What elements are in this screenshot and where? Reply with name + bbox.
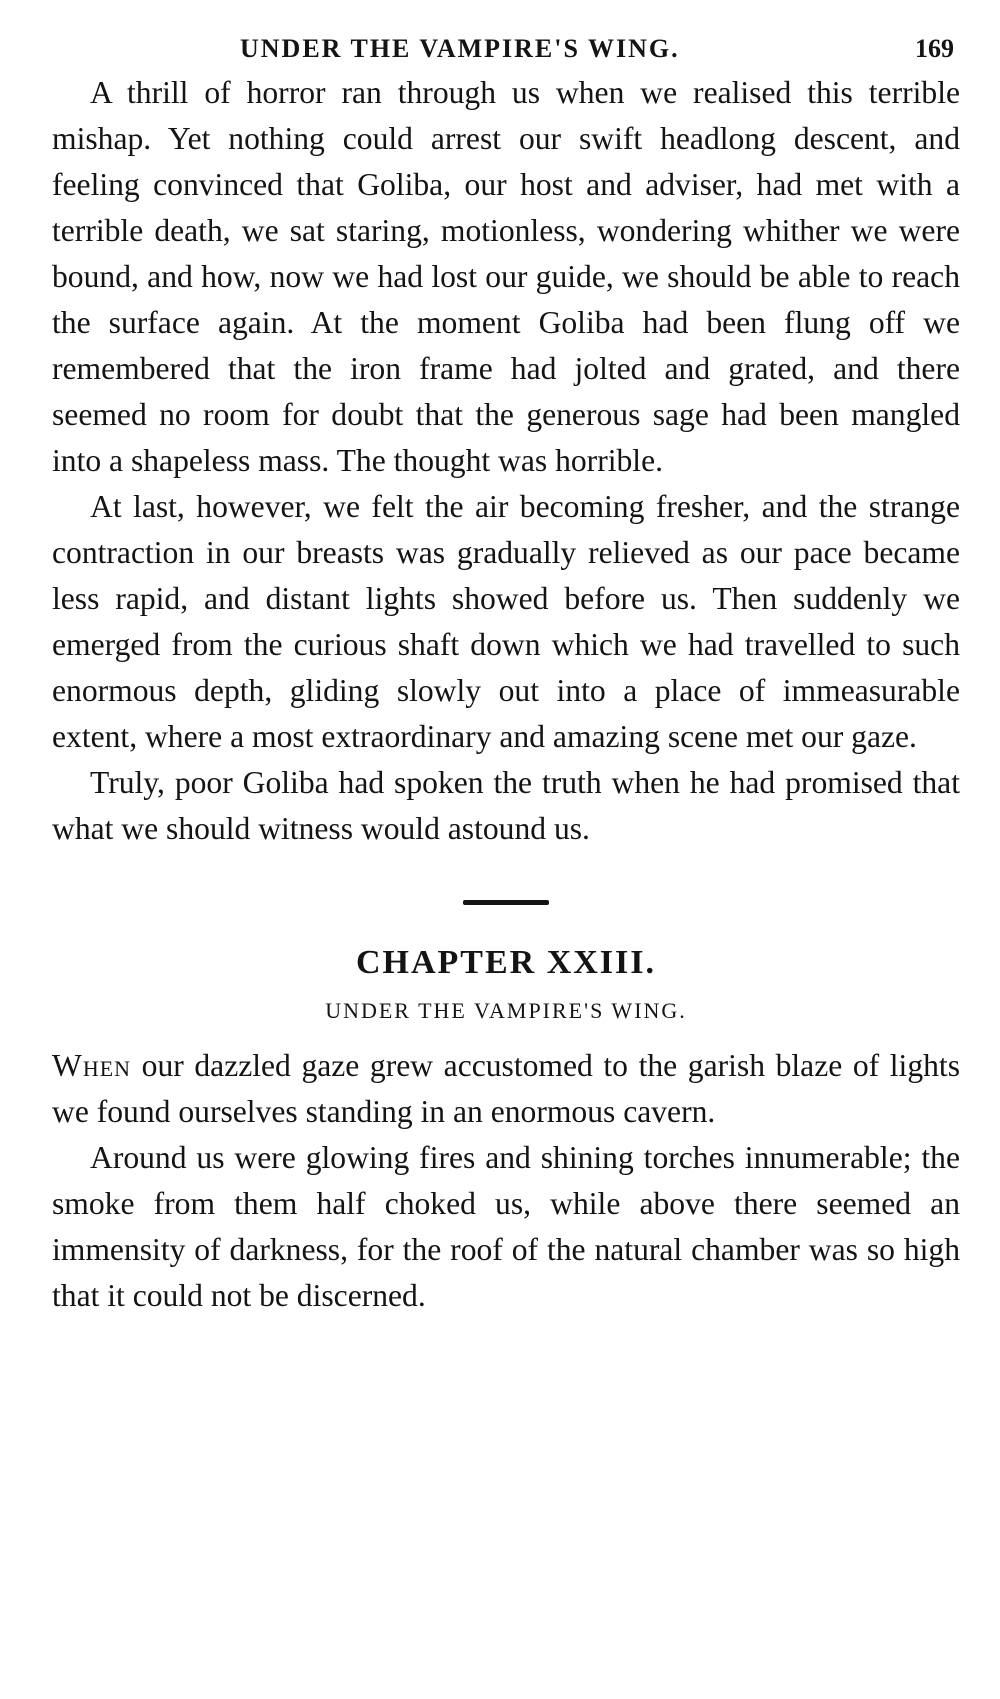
chapter-body-text	[52, 1043, 960, 1319]
paragraph: At last, however, we felt the air becoming fresher, and the strange contraction in our breasts was gradually relieved as our pace became less rapid, and distant lights showed before us. Then suddenly we emerged from the curious shaft down which we had travelled to such enormous depth, gliding slowly out into a place of immeasurable extent, where a most extraordinary and amazing scene met our gaze.	[52, 489, 960, 754]
chapter-subtitle: UNDER THE VAMPIRE'S WING.	[325, 998, 687, 1023]
page-number: 169	[915, 34, 954, 63]
paragraph: Around us were glowing fires and shining torches innumerable; the smoke from them half choked us, while above there seemed an immensity of darkness, for the roof of the natural chamber was so high that it could not be discerned.	[52, 1140, 960, 1313]
chapter-opening-paragraph	[52, 1043, 960, 1135]
body-text-before-chapter	[52, 70, 960, 852]
opening-paragraph-text: our dazzled gaze grew accustomed to the garish blaze of lights we found ourselves standing in an enormous cavern.	[52, 1048, 960, 1129]
section-divider-rule	[463, 900, 549, 905]
paragraph: Truly, poor Goliba had spoken the truth when he had promised that what we should witness would astound us.	[52, 765, 960, 846]
paragraph: A thrill of horror ran through us when we realised this terrible mishap. Yet nothing could arrest our swift headlong descent, and feeling convinced that Goliba, our host and adviser, had met with a terrible death, we sat staring, motionless, wondering whither we were bound, and how, now we had lost our guide, we should be able to reach the surface again. At the moment Goliba had been flung off we remembered that the iron frame had jolted and grated, and there seemed no room for doubt that the generous sage had been mangled into a shapeless mass. The thought was horrible.	[52, 75, 960, 478]
running-head	[52, 30, 960, 70]
chapter-heading: CHAPTER XXIII.	[355, 944, 657, 981]
opening-word: When	[52, 1048, 132, 1083]
book-page	[52, 30, 960, 1319]
running-title: UNDER THE VAMPIRE'S WING.	[240, 34, 680, 63]
